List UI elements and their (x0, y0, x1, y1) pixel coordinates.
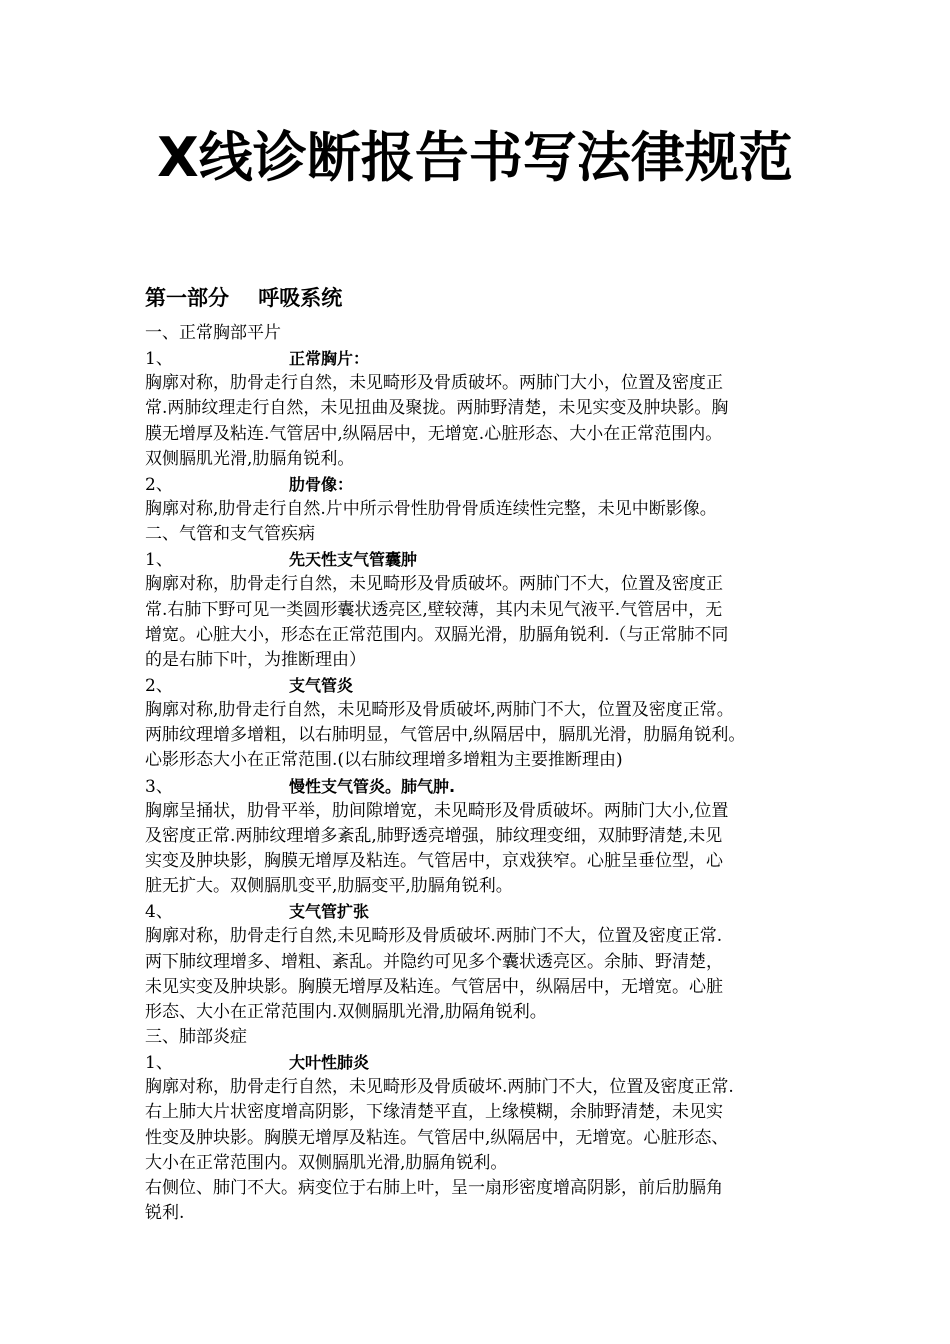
item-number: 3、 (145, 776, 173, 797)
item-title: 支气管炎 (289, 675, 354, 695)
numbered-item-heading (145, 472, 825, 497)
item-number: 1、 (145, 1053, 173, 1074)
text-line: 胸廓对称，肋骨走行自然，未见畸形及骨质破坏。两肺门不大，位置及密度正 (145, 574, 723, 595)
document-body (145, 321, 825, 1226)
item-number: 4、 (145, 902, 173, 923)
text-line: 大小在正常范围内。双侧膈肌光滑,肋膈角锐利。 (145, 1152, 508, 1173)
item-title: 肋骨像： (289, 474, 354, 494)
item-title: 大叶性肺炎 (289, 1053, 370, 1073)
text-line: 增宽。心脏大小，形态在正常范围内。双膈光滑，肋膈角锐利.（与正常肺不同 (145, 624, 729, 645)
text-line: 二、气管和支气管疾病 (145, 524, 315, 545)
text-line: 两肺纹理增多增粗，以右肺明显，气管居中,纵隔居中，膈肌光滑，肋膈角锐利。 (145, 725, 746, 746)
document-title: X线诊断报告书写法律规范 (157, 126, 793, 189)
text-line: 膜无增厚及粘连.气管居中,纵隔居中，无增宽.心脏形态、大小在正常范围内。 (145, 423, 723, 444)
text-line: 胸廓对称,肋骨走行自然.片中所示骨性肋骨骨质连续性完整，未见中断影像。 (145, 498, 717, 519)
text-line: 胸廓对称，肋骨走行自然，未见畸形及骨质破坏。两肺门大小，位置及密度正 (145, 373, 723, 394)
text-line: 一、正常胸部平片 (145, 323, 281, 343)
text-line: 胸廓对称,肋骨走行自然，未见畸形及骨质破坏,两肺门不大，位置及密度正常。 (145, 700, 734, 721)
item-number: 2、 (145, 474, 173, 495)
text-line: 心影形态大小在正常范围.(以右肺纹理增多增粗为主要推断理由) (145, 750, 623, 771)
item-title: 支气管扩张 (289, 902, 370, 922)
text-line: 右侧位、肺门不大。病变位于右肺上叶，呈一扇形密度增高阴影，前后肋膈角 (145, 1177, 723, 1198)
text-line: 形态、大小在正常范围内.双侧膈肌光滑,肋隔角锐利。 (145, 1001, 547, 1022)
text-line: 的是右肺下叶，为推断理由） (145, 649, 366, 670)
item-number: 1、 (145, 349, 173, 370)
text-line: 常.两肺纹理走行自然，未见扭曲及聚拢。两肺野清楚，未见实变及肿块影。胸 (145, 398, 729, 419)
text-line: 未见实变及肿块影。胸膜无增厚及粘连。气管居中，纵隔居中，无增宽。心脏 (145, 976, 723, 997)
text-line: 胸廓对称，肋骨走行自然,未见畸形及骨质破坏.两肺门不大，位置及密度正常. (145, 926, 723, 947)
numbered-item-heading (145, 1050, 825, 1075)
item-title: 正常胸片： (289, 349, 370, 369)
text-line: 脏无扩大。双侧膈肌变平,肋膈变平,肋膈角锐利。 (145, 876, 513, 897)
text-line: 胸廓呈捅状，肋骨平举，肋间隙增宽，未见畸形及骨质破坏。两肺门大小,位置 (145, 800, 729, 821)
text-line: 三、肺部炎症 (145, 1026, 247, 1047)
numbered-item-heading (145, 774, 825, 799)
part-heading: 第一部分 呼吸系统 (145, 286, 343, 310)
text-line: 实变及肿块影，胸膜无增厚及粘连。气管居中，京戏狭窄。心脏呈垂位型，心 (145, 850, 723, 871)
numbered-item-heading (145, 673, 825, 698)
text-line: 性变及肿块影。胸膜无增厚及粘连。气管居中,纵隔居中，无增宽。心脏形态、 (145, 1127, 729, 1148)
text-line: 右上肺大片状密度增高阴影，下缘清楚平直，上缘模糊，余肺野清楚，未见实 (145, 1102, 723, 1123)
item-number: 1、 (145, 550, 173, 571)
item-number: 2、 (145, 675, 173, 696)
item-title: 慢性支气管炎。肺气肿. (289, 776, 456, 796)
text-line: 常.右肺下野可见一类圆形囊状透亮区,壁较薄，其内未见气液平.气管居中，无 (145, 599, 723, 620)
text-line: 双侧膈肌光滑,肋膈角锐利。 (145, 448, 355, 469)
numbered-item-heading (145, 547, 825, 572)
text-line: 胸廓对称，肋骨走行自然，未见畸形及骨质破坏.两肺门不大，位置及密度正常. (145, 1077, 734, 1098)
text-line: 两下肺纹理增多、增粗、紊乱。并隐约可见多个囊状透亮区。余肺、野清楚， (145, 951, 723, 972)
text-line: 锐利. (145, 1202, 185, 1223)
numbered-item-heading (145, 346, 825, 371)
text-line: 及密度正常.两肺纹理增多紊乱,肺野透亮增强，肺纹理变细，双肺野清楚,未见 (145, 825, 723, 846)
numbered-item-heading (145, 899, 825, 924)
item-title: 先天性支气管囊肿 (289, 550, 418, 570)
